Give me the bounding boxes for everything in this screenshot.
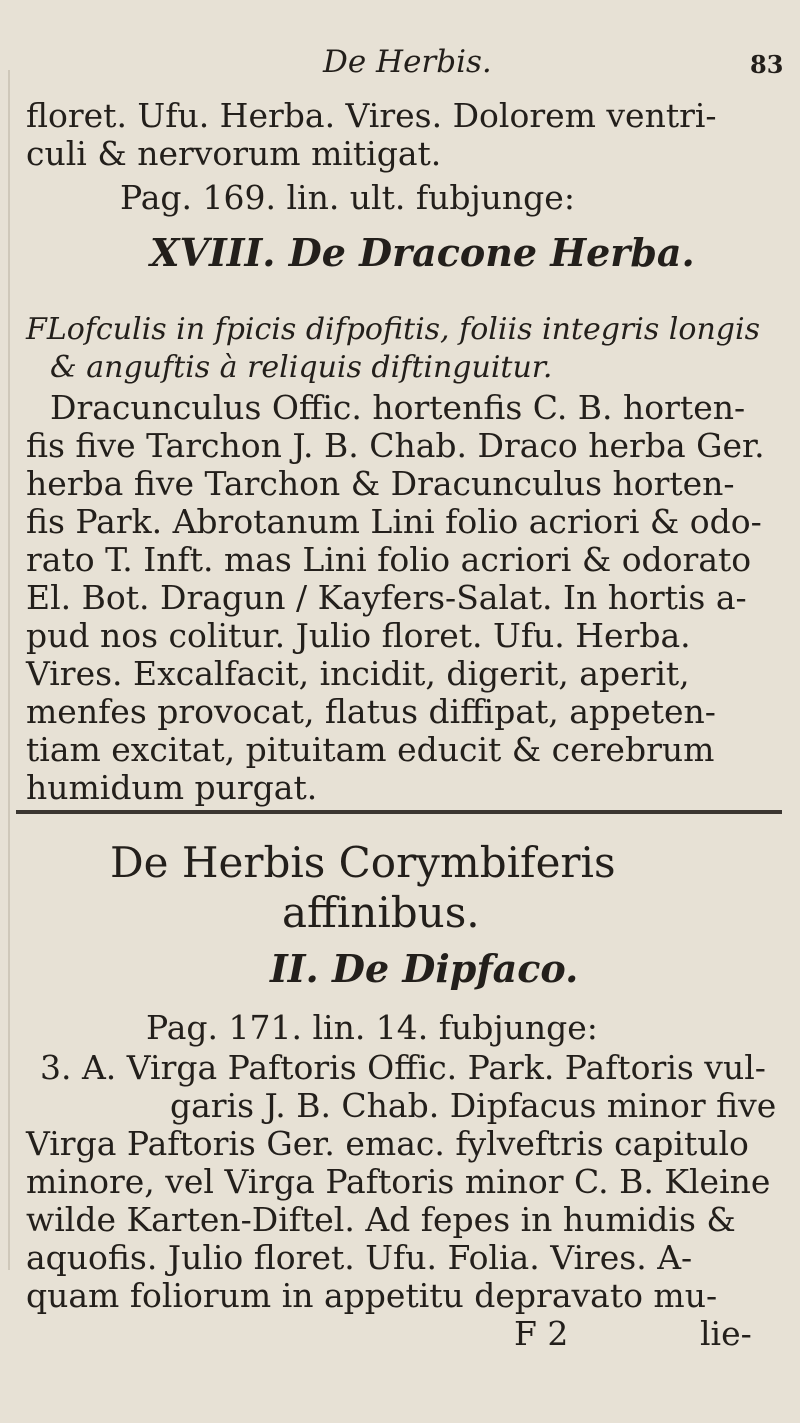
text-line: Vires. Excalfacit, incidit, digerit, aperit, — [26, 654, 690, 693]
running-title: De Herbis. — [323, 44, 492, 80]
text-line: garis J. B. Chab. Dipfacus minor five — [170, 1086, 777, 1125]
text-line: wilde Karten-Diftel. Ad fepes in humidis & — [26, 1200, 736, 1239]
section-heading: XVIII. De Dracone Herba. — [150, 230, 695, 275]
catchword: lie- — [700, 1314, 752, 1353]
text-line: herba five Tarchon & Dracunculus horten- — [26, 464, 735, 503]
text-line: rato T. Inft. mas Lini folio acriori & odorato — [26, 540, 752, 579]
text-line: humidum purgat. — [26, 768, 318, 807]
text-line: floret. Ufu. Herba. Vires. Dolorem ventri- — [26, 96, 717, 135]
text-line: 3. A. Virga Paftoris Offic. Park. Paftoris vul- — [40, 1048, 766, 1087]
text-line: & anguftis à reliquis diftinguitur. — [50, 350, 553, 385]
page-number: 83 — [750, 50, 784, 79]
text-line: tiam excitat, pituitam educit & cerebrum — [26, 730, 715, 769]
subheading: II. De Dipfaco. — [270, 946, 579, 991]
text-line: El. Bot. Dragun / Kayfers-Salat. In hortis a- — [26, 578, 747, 617]
text-line: Virga Paftoris Ger. emac. fylveftris capitulo — [26, 1124, 749, 1163]
text-line: fis Park. Abrotanum Lini folio acriori & odo- — [26, 502, 762, 541]
text-line: quam foliorum in appetitu depravato mu- — [26, 1276, 718, 1315]
reference-line: Pag. 171. lin. 14. fubjunge: — [146, 1008, 598, 1047]
text-line: culi & nervorum mitigat. — [26, 134, 442, 173]
text-line: Pag. 169. lin. ult. fubjunge: — [120, 178, 575, 217]
text-line: Dracunculus Offic. hortenfis C. B. horten- — [50, 388, 746, 427]
section-title: De Herbis Corymbiferis — [110, 838, 616, 887]
text-line: aquofis. Julio floret. Ufu. Folia. Vires. A- — [26, 1238, 693, 1277]
page-edge — [8, 70, 10, 1270]
text-line: pud nos colitur. Julio floret. Ufu. Herba. — [26, 616, 691, 655]
text-line: minore, vel Virga Paftoris minor C. B. Kleine — [26, 1162, 771, 1201]
text-line: menfes provocat, flatus diffipat, appeten- — [26, 692, 716, 731]
signature-mark: F 2 — [514, 1314, 569, 1353]
text-line: FLofculis in fpicis difpofitis, foliis integris longis — [26, 312, 760, 347]
section-title-continued: affinibus. — [282, 888, 480, 937]
horizontal-rule — [16, 810, 782, 814]
text-line: fis five Tarchon J. B. Chab. Draco herba Ger. — [26, 426, 765, 465]
